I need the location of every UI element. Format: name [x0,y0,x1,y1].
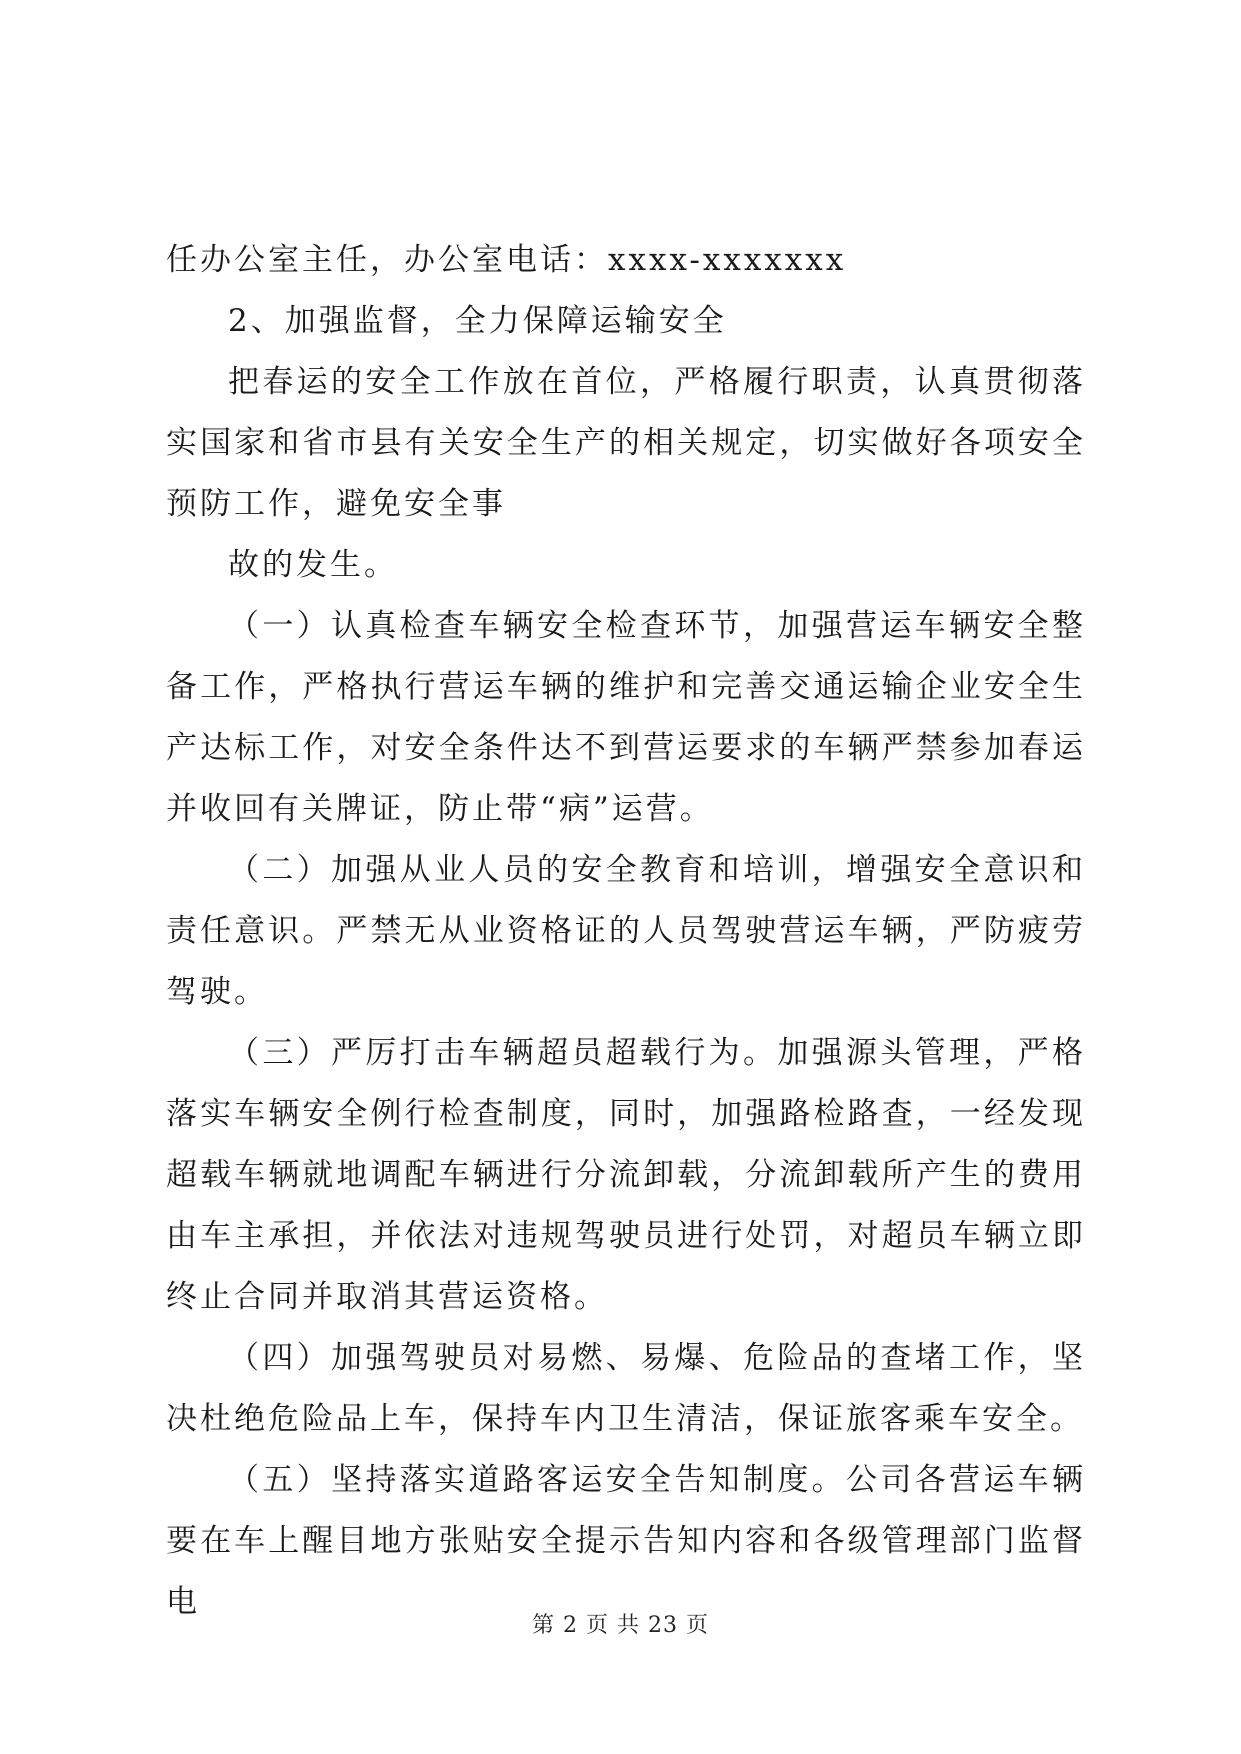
paragraph: 故的发生。 [228,547,398,583]
paragraph: （四）加强驾驶员对易燃、易爆、危险品的查堵工作，坚决杜绝危险品上车，保持车内卫生清洁，保证旅客乘车安全。 [166,1340,1086,1437]
paragraph: （五）坚持落实道路客运安全告知制度。公司各营运车辆要在车上醒目地方张贴安全提示告知内容和各级管理部门监督电 [166,1462,1086,1620]
paragraph: 把春运的安全工作放在首位，严格履行职责，认真贯彻落实国家和省市县有关安全生产的相关规定，切实做好各项安全预防工作，避免安全事 [166,364,1086,522]
paragraph: （一）认真检查车辆安全检查环节，加强营运车辆安全整备工作，严格执行营运车辆的维护和完善交通运输企业安全生产达标工作，对安全条件达不到营运要求的车辆严禁参加春运并收回有关牌证，防止带“病”运营。 [166,608,1086,827]
paragraph: （三）严厉打击车辆超员超载行为。加强源头管理，严格落实车辆安全例行检查制度，同时，加强路检路查，一经发现超载车辆就地调配车辆进行分流卸载，分流卸载所产生的费用由车主承担，并依法对违规驾驶员进行处罚，对超员车辆立即终止合同并取消其营运资格。 [166,1035,1086,1315]
document-body [166,230,1086,1633]
page-footer: 第 2 页 共 23 页 [532,1613,709,1638]
paragraph: 任办公室主任，办公室电话：xxxx-xxxxxxx [166,242,847,278]
paragraph: 2、加强监督，全力保障运输安全 [228,303,727,339]
paragraph: （二）加强从业人员的安全教育和培训，增强安全意识和责任意识。严禁无从业资格证的人员驾驶营运车辆，严防疲劳驾驶。 [166,852,1086,1010]
